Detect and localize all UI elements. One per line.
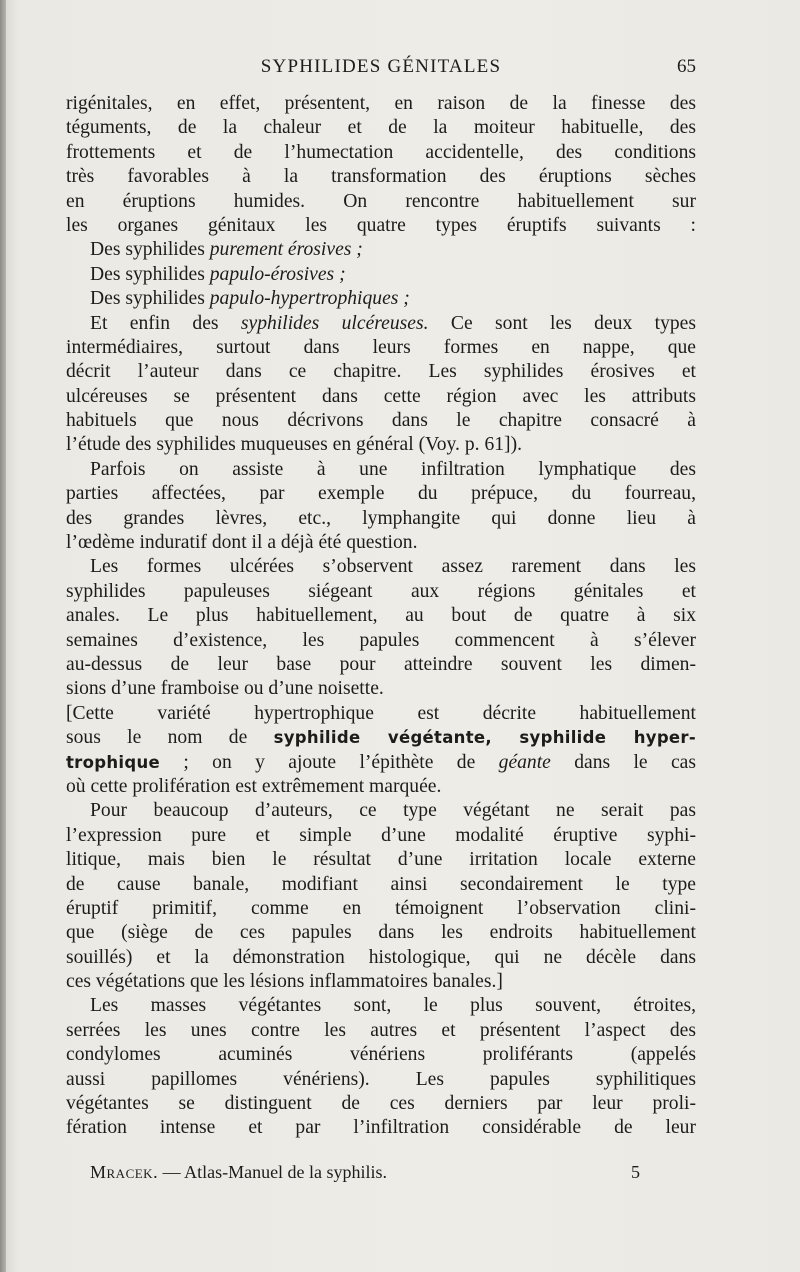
text-line: de cause banale, modifiant ainsi secondairement le type [66,873,696,895]
text-line: syphilides papuleuses siégeant aux régions génitales et [66,580,696,602]
text-line: en éruptions humides. On rencontre habituellement sur [66,190,696,212]
text-line: éruptif primitif, comme en témoignent l’observation clini- [66,897,696,919]
text-line: l’étude des syphilides muqueuses en général (Voy. p. 61]). [66,434,522,456]
text-line: serrées les unes contre les autres et présentent l’aspect des [66,1019,696,1041]
list-item-purement-erosives: Des syphilides purement érosives ; [90,239,363,261]
text-line: des grandes lèvres, etc., lymphangite qui donne lieu à [66,507,696,529]
text-line: végétantes se distinguent de ces derniers par leur proli- [66,1093,696,1115]
text-line: rigénitales, en effet, présentent, en raison de la finesse des [66,93,696,114]
text-line: que (siège de ces papules dans les endroits habituellement [66,922,696,944]
signature-mark: 5 [631,1162,640,1182]
list-item-papulo-erosives: Des syphilides papulo-érosives ; [90,263,346,285]
footer-citation [90,1162,387,1183]
text-line: Pour beaucoup d’auteurs, ce type végétant ne serait pas [90,800,696,822]
text-line: litique, mais bien le résultat d’une irritation locale externe [66,849,696,871]
text-line: condylomes acuminés vénériens proliférants (appelés [66,1044,696,1066]
text-line: téguments, de la chaleur et de la moiteur habituelle, des [66,117,696,139]
text-line: aussi papillomes vénériens). Les papules syphilitiques [66,1068,696,1090]
text-line: parties affectées, par exemple du prépuce, du fourreau, [66,483,696,505]
text-line: l’œdème induratif dont il a déjà été question. [66,532,418,554]
text-line: très favorables à la transformation des éruptions sèches [66,166,696,188]
text-line: Les masses végétantes sont, le plus souvent, étroites, [90,995,696,1017]
text-line: Parfois on assiste à une infiltration lymphatique des [90,458,696,480]
list-item-papulo-hypertrophiques: Des syphilides papulo-hypertrophiques ; [90,288,410,310]
footer-signature-line [90,1162,640,1186]
text-line: [Cette variété hypertrophique est décrite habituellement [66,702,696,724]
text-line: ces végétations que les lésions inflammatoires banales.] [66,971,503,993]
text-line: sous le nom de syphilide végétante, syphilide hyper- [66,727,697,749]
page-number: 65 [677,56,696,77]
text-line: fération intense et par l’infiltration considérable de leur [66,1117,696,1139]
text-line: où cette prolifération est extrêmement marquée. [66,775,442,797]
text-line: ulcéreuses se présentent dans cette région avec les attributs [66,385,696,407]
running-title: SYPHILIDES GÉNITALES [260,56,502,77]
text-line: frottements et de l’humectation accidentelle, des conditions [66,141,696,163]
running-head [66,56,696,82]
footer-author: Mracek. [90,1162,159,1182]
text-line: trophique ; on y ajoute l’épithète de géante dans le cas [66,751,696,773]
text-line: intermédiaires, surtout dans leurs formes en nappe, que [66,336,696,358]
text-line: décrit l’auteur dans ce chapitre. Les syphilides érosives et [66,361,696,383]
text-line: Les formes ulcérées s’observent assez rarement dans les [90,556,696,578]
body-text [66,92,696,1141]
list-item-ulcereuses: Et enfin des syphilides ulcéreuses. Ce sont les deux types [90,312,696,334]
text-line: au-dessus de leur base pour atteindre souvent les dimen- [66,653,696,675]
text-line: sions d’une framboise ou d’une noisette. [66,678,384,700]
text-line: anales. Le plus habituellement, au bout de quatre à six [66,605,696,627]
text-line: habituels que nous décrivons dans le chapitre consacré à [66,410,696,432]
text-line: l’expression pure et simple d’une modalité éruptive syphi- [66,824,696,846]
book-gutter-shadow [0,0,6,1272]
text-line: semaines d’existence, les papules commencent à s’élever [66,629,696,651]
text-line: les organes génitaux les quatre types éruptifs suivants : [66,214,696,236]
text-line: souillés) et la démonstration histologique, qui ne décèle dans [66,946,696,968]
footer-title: — Atlas-Manuel de la syphilis. [162,1162,388,1182]
